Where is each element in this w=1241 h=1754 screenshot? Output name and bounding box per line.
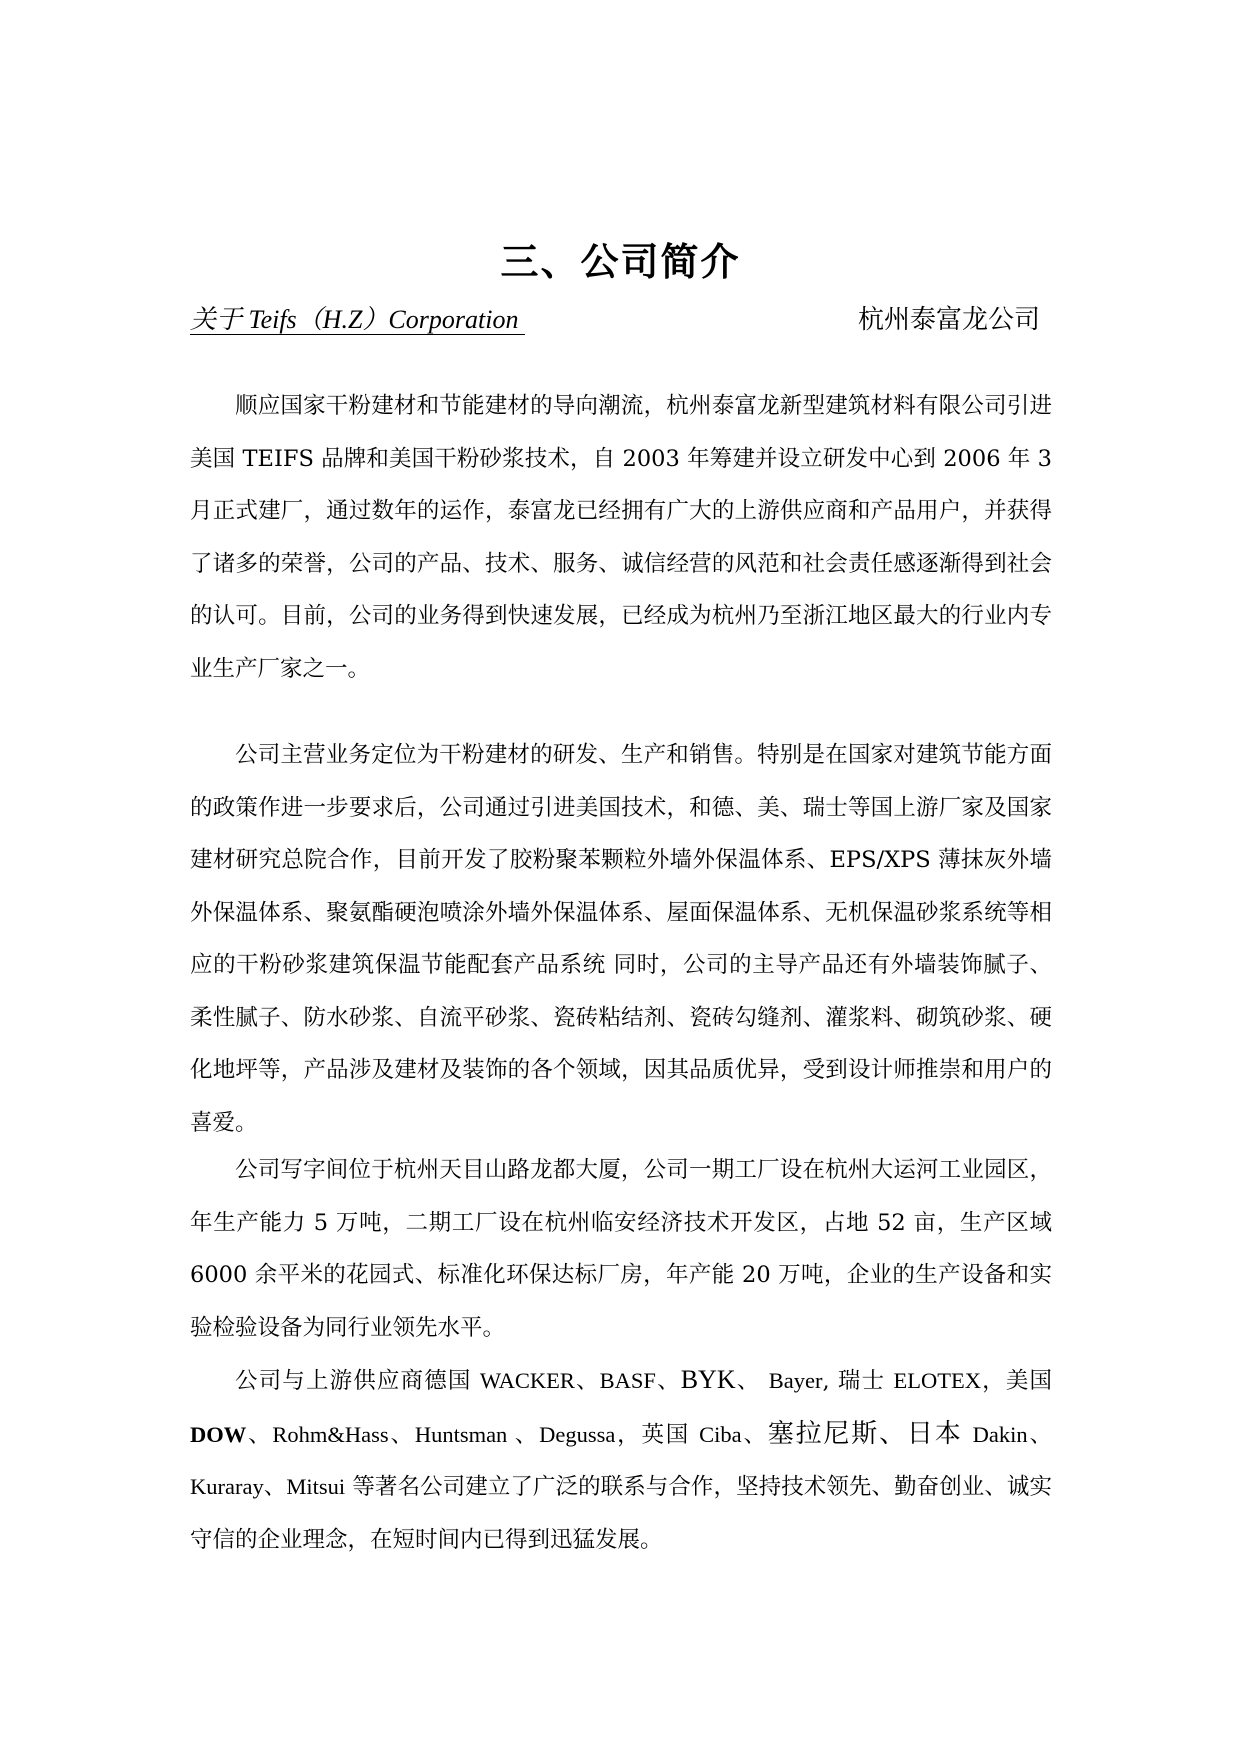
subheading-row [190, 302, 1060, 342]
partner-names-japan: Dakin、Kuraray、Mitsui [190, 1421, 1052, 1499]
partners-text: ，英国 [615, 1421, 700, 1448]
paragraph-business: 公司主营业务定位为干粉建材的研发、生产和销售。特别是在国家对建筑节能方面的政策作进一步要求后，公司通过引进美国技术，和德、美、瑞士等国上游厂家及国家建材研究总院合作，目前开发了胶粉聚苯颗粒外墙外保温体系、EPS/XPS 薄抹灰外墙外保温体系、聚氨酯硬泡喷涂外墙外保温体系、屋面保温体系、无机保温砂浆系统等相应的干粉砂浆建筑保温节能配套产品系统 同时，公司的主导产品还有外墙装饰腻子、柔性腻子、防水砂浆、自流平砂浆、瓷砖粘结剂、瓷砖勾缝剂、灌浆料、砌筑砂浆、硬化地坪等，产品涉及建材及装饰的各个领域，因其品质优异，受到设计师推崇和用户的喜爱。 [190, 742, 1052, 1136]
partners-text: 公司与上游供应商德国 [235, 1368, 480, 1394]
partner-names-celanese-japan: 塞拉尼斯、日本 [767, 1418, 973, 1449]
partner-names-germany: WACKER、BASF、 [479, 1368, 681, 1393]
partner-name-bayer: Bayer [768, 1368, 823, 1393]
subheading-about-corporation: 关于 Teifs（H.Z）Corporation [190, 305, 525, 334]
partner-names-usa: Rohm&Hass、Huntsman 、Degussa [272, 1421, 616, 1447]
partners-text: 、 [735, 1368, 769, 1394]
partners-text: 等著名公司建立了广泛的联系与合作，坚持技术领先、勤奋创业、诚实守信的企业理念，在短时间内已得到迅猛发展。 [190, 1474, 1052, 1553]
partner-name-ciba: Ciba [699, 1421, 742, 1447]
partners-text: 、 [246, 1421, 273, 1448]
partners-text: 、 [741, 1421, 768, 1448]
page-title: 三、公司简介 [500, 239, 741, 284]
partners-text: , 瑞士 [822, 1368, 894, 1394]
paragraph-partners [190, 1354, 1052, 1566]
partners-text: ，美国 [981, 1368, 1052, 1394]
partner-name-elotex: ELOTEX [893, 1368, 982, 1393]
partner-name-dow: DOW [190, 1421, 247, 1447]
paragraph-facilities: 公司写字间位于杭州天目山路龙都大厦，公司一期工厂设在杭州大运河工业园区，年生产能力 5 万吨，二期工厂设在杭州临安经济技术开发区，占地 52 亩，生产区域 6000 余平米的花园式、标准化环保达标厂房，年产能 20 万吨，企业的生产设备和实验检验设备为同行业领先水平。 [190, 1157, 1052, 1341]
paragraph-intro: 顺应国家干粉建材和节能建材的导向潮流，杭州泰富龙新型建筑材料有限公司引进美国 TEIFS 品牌和美国干粉砂浆技术，自 2003 年筹建并设立研发中心到 2006 年 3 月正式建厂，通过数年的运作，泰富龙已经拥有广大的上游供应商和产品用户，并获得了诸多的荣誉，公司的产品、技术、服务、诚信经营的风范和社会责任感逐渐得到社会的认可。目前，公司的业务得到快速发展，已经成为杭州乃至浙江地区最大的行业内专业生产厂家之一。 [190, 393, 1052, 682]
partner-name-byk: BYK [680, 1365, 736, 1394]
subheading-company-name: 杭州泰富龙公司 [857, 305, 1040, 335]
